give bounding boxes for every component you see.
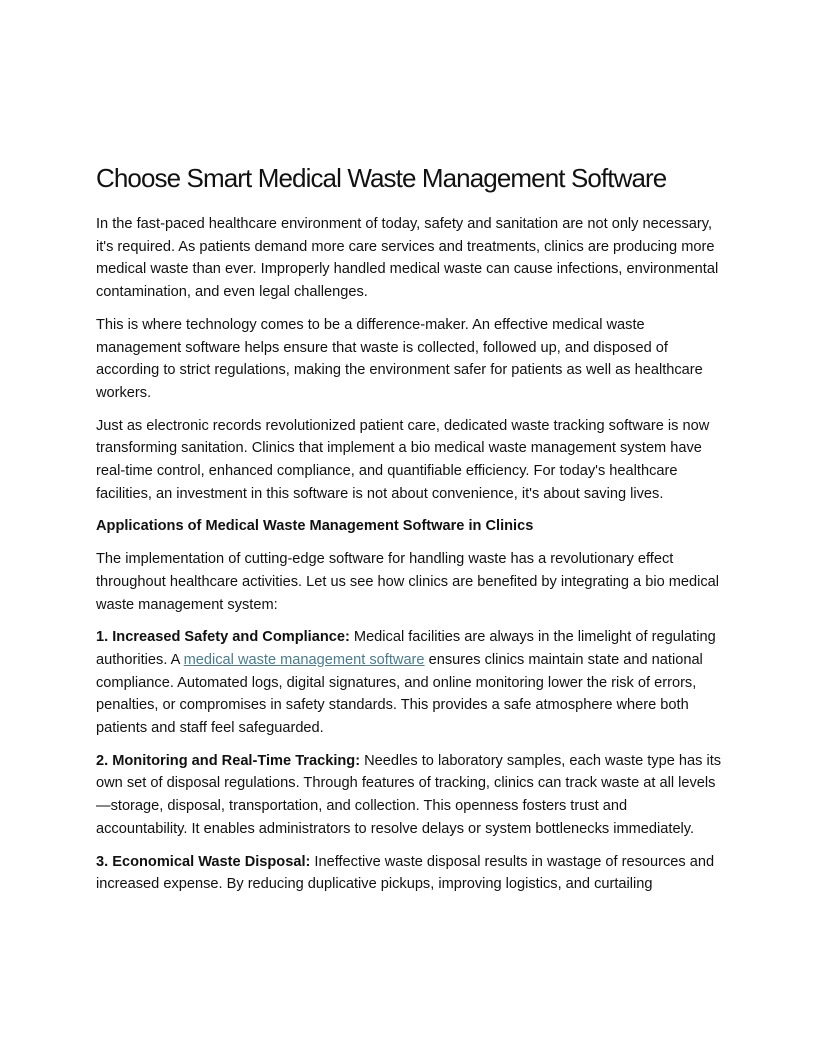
item-lead-3: 3. Economical Waste Disposal:: [96, 853, 311, 870]
item-text-1-after-link: ensures clinics maintain state and national compliance. Automated logs, digital signatures, and online monitoring lower the risk of errors, penalties, or compromises in safety standards. This provides a safe atmosphere where both patients and staff feel safeguarded.: [96, 651, 703, 737]
document-title: Choose Smart Medical Waste Management Software: [96, 163, 667, 193]
item-text-3: Ineffective waste disposal results in wastage of resources and increased expense. By reducing duplicative pickups, improving logistics, and curtailing: [96, 853, 715, 893]
intro-paragraph-3: Just as electronic records revolutionized patient care, dedicated waste tracking software is now transforming sanitation. Clinics that implement a bio medical waste management system have real-time control, enhanced compliance, and quantifiable efficiency. For today's healthcare facilities, an investment in this software is not about convenience, it's about saving lives.: [96, 417, 710, 502]
document-page: [96, 158, 722, 906]
list-item-economical-disposal: [96, 851, 722, 896]
item-text-2: Needles to laboratory samples, each waste type has its own set of disposal regulations. Through features of tracking, clinics can track waste at all levels—storage, disposal, transportation, and collection. This openness fosters trust and accountability. It enables administrators to resolve delays or system bottlenecks immediately.: [96, 752, 722, 837]
item-text-1-before-link: Medical facilities are always in the limelight of regulating authorities. A: [96, 629, 716, 668]
item-lead-2: 2. Monitoring and Real-Time Tracking:: [96, 752, 361, 769]
list-item-safety-compliance: [96, 626, 722, 740]
section-intro: The implementation of cutting-edge software for handling waste has a revolutionary effect throughout healthcare activities. Let us see how clinics are benefited by integrating a bio medical waste management system:: [96, 551, 720, 613]
medical-waste-software-link[interactable]: medical waste management software: [183, 651, 425, 668]
item-lead-1: 1. Increased Safety and Compliance:: [96, 629, 350, 646]
section-heading: Applications of Medical Waste Management Software in Clinics: [96, 518, 534, 535]
intro-paragraph-2: This is where technology comes to be a difference-maker. An effective medical waste management software helps ensure that waste is collected, followed up, and disposed of according to strict regulations, making the environment safer for patients as well as healthcare workers.: [96, 316, 703, 401]
list-item-monitoring-tracking: [96, 750, 722, 841]
intro-paragraph-1: In the fast-paced healthcare environment of today, safety and sanitation are not only necessary, it's required. As patients demand more care services and treatments, clinics are producing more medical waste than ever. Improperly handled medical waste can cause infections, environmental contamination, and even legal challenges.: [96, 216, 719, 301]
